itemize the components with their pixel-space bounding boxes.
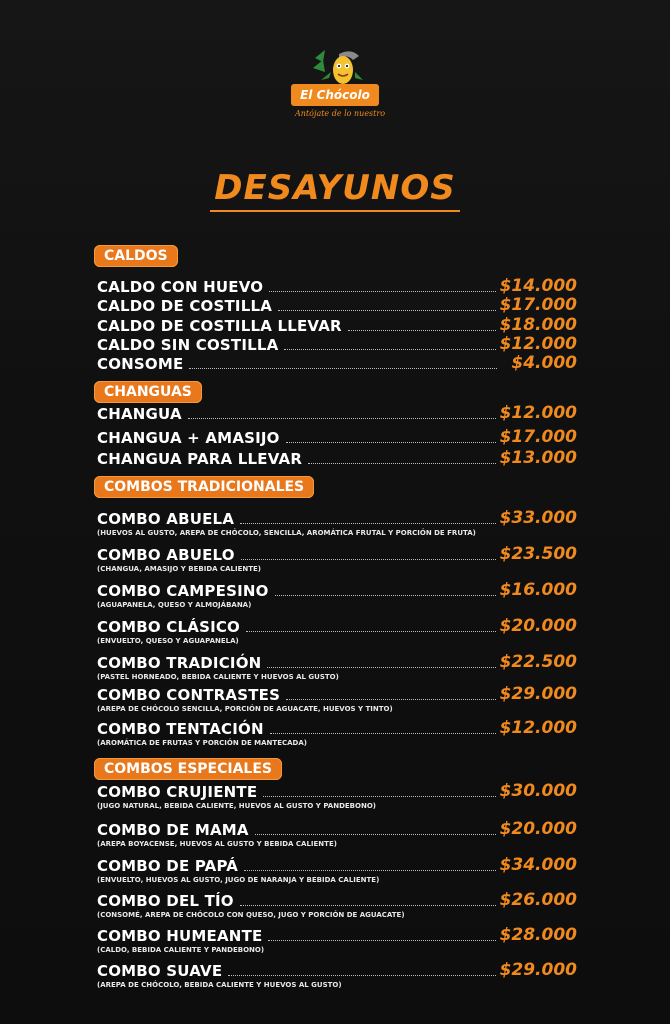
- menu-item: [97, 684, 577, 713]
- dot-leader: [267, 666, 495, 668]
- menu-item-description: (CONSOMÉ, AREPA DE CHÓCOLO CON QUESO, JUGO Y PORCIÓN DE AGUACATE): [97, 911, 405, 919]
- dot-leader: [255, 833, 496, 835]
- menu-item: [97, 819, 577, 848]
- dot-leader: [275, 594, 496, 596]
- menu-item-price: $20.000: [499, 819, 577, 839]
- menu-item: [97, 544, 577, 573]
- menu-item-name: CALDO SIN COSTILLA: [97, 336, 279, 354]
- menu-item: [97, 334, 577, 354]
- menu-item-price: $28.000: [499, 925, 577, 945]
- menu-item-price: $13.000: [499, 448, 577, 468]
- menu-item-description: (HUEVOS AL GUSTO, AREPA DE CHÓCOLO, SENCILLA, AROMÁTICA FRUTAL Y PORCIÓN DE FRUTA): [97, 529, 476, 537]
- menu-item-name: CHANGUA: [97, 405, 182, 423]
- menu-item: [97, 890, 577, 919]
- menu-item-price: $29.000: [499, 960, 577, 980]
- corn-mascot-icon: [309, 48, 365, 88]
- section-header: CALDOS: [94, 245, 178, 267]
- menu-item-description: (AREPA BOYACENSE, HUEVOS AL GUSTO Y BEBIDA CALIENTE): [97, 840, 337, 848]
- menu-item-price: $18.000: [499, 315, 577, 335]
- section-header: COMBOS ESPECIALES: [94, 758, 282, 780]
- menu-item-name: COMBO CRUJIENTE: [97, 783, 258, 801]
- dot-leader: [246, 630, 496, 632]
- menu-item: [97, 652, 577, 681]
- menu-item-price: $23.500: [499, 544, 577, 564]
- menu-item-name: COMBO DE PAPÁ: [97, 857, 239, 875]
- dot-leader: [308, 462, 495, 464]
- menu-item: [97, 315, 577, 335]
- menu-item-description: (AGUAPANELA, QUESO Y ALMOJÁBANA): [97, 601, 252, 609]
- menu-item-description: (AROMÁTICA DE FRUTAS Y PORCIÓN DE MANTECADA): [97, 739, 307, 747]
- dot-leader: [241, 558, 496, 560]
- menu-item-description: (AREPA DE CHÓCOLO SENCILLA, PORCIÓN DE AGUACATE, HUEVOS Y TINTO): [97, 705, 393, 713]
- dot-leader: [284, 348, 495, 350]
- menu-item: [97, 448, 577, 468]
- menu-item-name: COMBO TRADICIÓN: [97, 654, 262, 672]
- menu-item-name: CALDO DE COSTILLA: [97, 297, 273, 315]
- dot-leader: [269, 290, 495, 292]
- menu-item-description: (CHANGUA, AMASIJO Y BEBIDA CALIENTE): [97, 565, 262, 573]
- menu-item: [97, 403, 577, 423]
- menu-item: [97, 276, 577, 296]
- dot-leader: [268, 939, 495, 941]
- menu-item-price: $30.000: [499, 781, 577, 801]
- menu-item-name: CALDO DE COSTILLA LLEVAR: [97, 317, 342, 335]
- menu-item-price: $29.000: [499, 684, 577, 704]
- menu-item-price: $22.500: [499, 652, 577, 672]
- menu-item-price: $17.000: [499, 427, 577, 447]
- menu-item: [97, 718, 577, 747]
- dot-leader: [286, 441, 496, 443]
- dot-leader: [263, 795, 495, 797]
- menu-item-price: $12.000: [499, 718, 577, 738]
- menu-item-name: CONSOME: [97, 355, 184, 373]
- menu-item-name: CHANGUA + AMASIJO: [97, 429, 280, 447]
- section-header: CHANGUAS: [94, 381, 202, 403]
- menu-item-description: (ENVUELTO, QUESO Y AGUAPANELA): [97, 637, 239, 645]
- dot-leader: [286, 698, 495, 700]
- dot-leader: [244, 869, 495, 871]
- menu-item-price: $12.000: [499, 334, 577, 354]
- menu-item: [97, 925, 577, 954]
- dot-leader: [240, 522, 495, 524]
- section-header: COMBOS TRADICIONALES: [94, 476, 314, 498]
- menu-item-price: $16.000: [499, 580, 577, 600]
- menu-item-name: COMBO TENTACIÓN: [97, 720, 264, 738]
- menu-item: [97, 427, 577, 447]
- menu-item: [97, 580, 577, 609]
- dot-leader: [240, 904, 496, 906]
- brand-name: El Chócolo: [291, 84, 379, 106]
- menu-item: [97, 616, 577, 645]
- menu-item-name: COMBO DEL TÍO: [97, 892, 234, 910]
- menu-item-price: $12.000: [499, 403, 577, 423]
- menu-item: [97, 353, 577, 373]
- menu-item-name: COMBO DE MAMA: [97, 821, 249, 839]
- dot-leader: [278, 309, 496, 311]
- dot-leader: [188, 417, 496, 419]
- menu-item-price: $4.000: [511, 353, 577, 373]
- menu-item-price: $33.000: [499, 508, 577, 528]
- menu-item-price: $20.000: [499, 616, 577, 636]
- menu-item-price: $34.000: [499, 855, 577, 875]
- dot-leader: [270, 732, 496, 734]
- dot-leader: [348, 329, 496, 331]
- menu-item-description: (AREPA DE CHÓCOLO, BEBIDA CALIENTE Y HUEVOS AL GUSTO): [97, 981, 342, 989]
- menu-item-name: COMBO CONTRASTES: [97, 686, 281, 704]
- menu-item-description: (CALDO, BEBIDA CALIENTE Y PANDEBONO): [97, 946, 265, 954]
- menu-item-description: (JUGO NATURAL, BEBIDA CALIENTE, HUEVOS AL GUSTO Y PANDEBONO): [97, 802, 376, 810]
- menu-item-description: (ENVUELTO, HUEVOS AL GUSTO, JUGO DE NARANJA Y BEBIDA CALIENTE): [97, 876, 380, 884]
- menu-item-price: $14.000: [499, 276, 577, 296]
- menu-item-price: $17.000: [499, 295, 577, 315]
- page-title: DESAYUNOS: [214, 168, 456, 208]
- menu-item: [97, 295, 577, 315]
- menu-item-name: COMBO ABUELO: [97, 546, 235, 564]
- menu-item: [97, 508, 577, 537]
- menu-item-name: CALDO CON HUEVO: [97, 278, 264, 296]
- menu-item-price: $26.000: [499, 890, 577, 910]
- brand-tagline: Antójate de lo nuestro: [295, 109, 386, 118]
- menu-item-name: CHANGUA PARA LLEVAR: [97, 450, 303, 468]
- menu-item: [97, 960, 577, 989]
- menu-item: [97, 781, 577, 810]
- dot-leader: [228, 974, 495, 976]
- brand-logo: [291, 48, 386, 126]
- menu-item: [97, 855, 577, 884]
- menu-item-name: COMBO CLÁSICO: [97, 618, 241, 636]
- menu-item-name: COMBO SUAVE: [97, 962, 223, 980]
- title-underline: [210, 210, 460, 212]
- menu-item-description: (PASTEL HORNEADO, BEBIDA CALIENTE Y HUEVOS AL GUSTO): [97, 673, 339, 681]
- menu-item-name: COMBO ABUELA: [97, 510, 235, 528]
- menu-item-name: COMBO CAMPESINO: [97, 582, 269, 600]
- dot-leader: [189, 367, 497, 369]
- menu-item-name: COMBO HUMEANTE: [97, 927, 263, 945]
